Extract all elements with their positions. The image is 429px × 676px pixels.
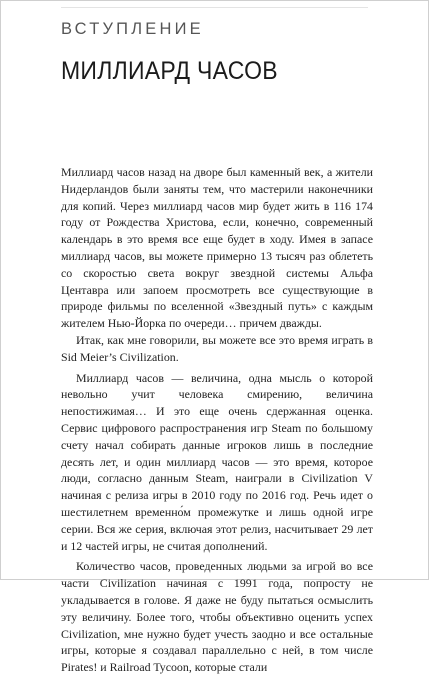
paragraph-4: Количество часов, проведенных людьми за игрой во все части Civilization начиная с 1991 года, попросту не укладывается в голове. Я даже не буду пытаться осмыслить эту величину. Более того, чтобы объективно оценить успех Civilization, мне нужно будет учесть заодно и все остальные игры, которые я создавал параллельно с ней, в том числе Pirates! и Railroad Tycoon, которые стали xyxy=(61,559,373,675)
body-text xyxy=(61,164,373,676)
paragraph-2: Итак, как мне говорили, вы можете все это время играть в Sid Meier’s Civilization. xyxy=(61,332,373,364)
section-label: ВСТУПЛЕНИЕ xyxy=(61,20,204,38)
paragraph-1: Миллиард часов назад на дворе был каменный век, а жители Нидерландов были заняты тем, что мастерили наконечники для копий. Через миллиард часов мир будет жить в 116 174 году от Рождества Христова, если, конечно, современный календарь в это время все еще будет в ходу. Имея в запасе миллиард часов, вы можете примерно 13 тысяч раз облететь со скоростью света вокруг звездной системы Альфа Центавра или запоем просмотреть все существующие в природе фильмы по вселенной «Звездный путь» с каждым жителем Нью-Йорка по очереди… причем дважды. xyxy=(61,165,373,331)
paragraph-3: Миллиард часов — величина, одна мысль о которой невольно учит человека смирению, величина непостижимая… И это еще очень сдержанная оценка. Сервис цифрового распространения игр Steam по большому счету начал собирать данные игроков лишь в последние десять лет, и один миллиард часов — это время, которое люди, согласно данным Steam, наиграли в Civilization V начиная с релиза игры в 2010 году по 2016 год. Речь идет о шестилетнем временно́м промежутке и лишь одной игре серии. Вся же серия, включая этот релиз, насчитывает 29 лет и 12 частей игры, не считая дополнений. xyxy=(61,370,373,553)
chapter-title: МИЛЛИАРД ЧАСОВ xyxy=(61,57,278,85)
top-divider xyxy=(61,7,368,8)
